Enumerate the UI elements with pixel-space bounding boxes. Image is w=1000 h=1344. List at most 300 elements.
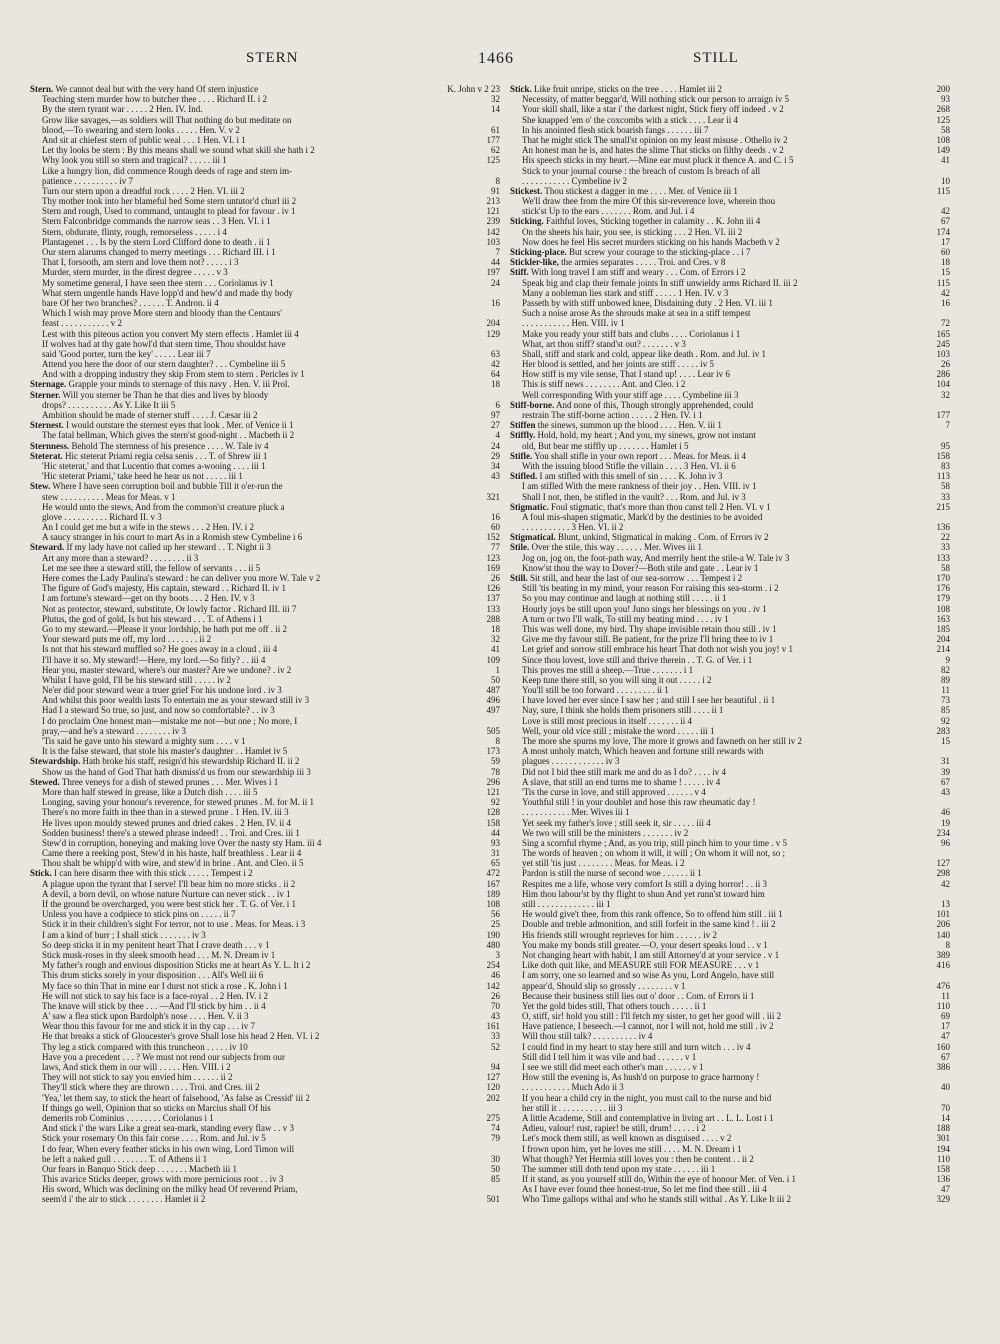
line-reference: 127 — [936, 858, 950, 869]
quotation: A little Academe, Still and contemplative in living art . . L. L. Lost i 1 — [522, 1112, 774, 1123]
concordance-line — [30, 430, 500, 440]
line-reference: 85 — [491, 1174, 500, 1185]
quotation: Well, your old vice still ; mistake the word . . . . . iii 1 — [522, 725, 715, 736]
concordance-line — [30, 583, 500, 593]
line-reference: 26 — [491, 573, 500, 583]
quotation: Hear you, master steward, where's our master? Are we undone? . iv 2 — [42, 664, 292, 675]
quotation: What though? Yet Hermia still loves you : then be content . . ii 2 — [522, 1153, 754, 1164]
quotation: stew . . . . . . . . . . Meas for Meas. v 1 — [42, 491, 176, 502]
concordance-line — [510, 400, 950, 410]
quotation-text — [42, 1031, 444, 1041]
line-reference: 386 — [936, 1062, 950, 1072]
concordance-line — [30, 1093, 500, 1103]
quotation: glove . . . . . . . . . . Richard II. v 3 — [42, 511, 162, 522]
concordance-line — [30, 349, 500, 359]
line-reference: 18 — [491, 379, 500, 390]
concordance-line — [510, 940, 950, 950]
concordance-line — [510, 1082, 950, 1092]
quotation-text — [42, 705, 444, 715]
line-reference: 142 — [486, 980, 500, 991]
concordance-line — [30, 288, 500, 298]
quotation-text — [522, 318, 894, 328]
concordance-line — [510, 379, 950, 389]
quotation: I see we still did meet each other's man . . . . . . v 1 — [522, 1062, 704, 1072]
quotation: Our fears in Banquo Stick deep . . . . . . . Macbeth iii 1 — [42, 1163, 237, 1174]
concordance-line — [30, 1113, 500, 1123]
quotation-text — [522, 889, 894, 899]
concordance-line — [510, 736, 950, 746]
quotation-text — [42, 1154, 444, 1164]
headword: Steward. — [30, 542, 65, 553]
line-reference: 60 — [491, 522, 500, 533]
quotation: Shall, stiff and stark and cold, appear like death . Rom. and Jul. iv 1 — [522, 348, 767, 359]
quotation-text — [30, 441, 444, 451]
concordance-line — [30, 176, 500, 186]
quotation: Here comes the Lady Paulina's steward : he can deliver you more W. Tale v 2 — [42, 573, 321, 583]
line-reference: K. John v 2 23 — [447, 84, 500, 94]
line-reference: 200 — [936, 84, 950, 94]
quotation: the sinews, summon up the blood . . . . Hen. V. iii 1 — [537, 420, 722, 431]
quotation: Stern, obdurate, flinty, rough, remorseless . . . . . i 4 — [42, 226, 227, 237]
quotation-text — [522, 390, 894, 400]
quotation-text — [510, 451, 894, 461]
concordance-line — [30, 787, 500, 797]
line-reference: 188 — [936, 1123, 950, 1134]
quotation: I have loved her ever since I saw her ; and still I see her beautiful . ii 1 — [522, 695, 776, 706]
quotation: If the ground be overcharged, you were best stick her . T. G. of Ver. i 1 — [42, 899, 297, 909]
quotation-text — [522, 1194, 894, 1204]
line-reference: 142 — [486, 226, 500, 237]
concordance-line — [30, 970, 500, 980]
quotation-text — [42, 1123, 444, 1133]
line-reference: 104 — [936, 379, 950, 390]
line-reference: 158 — [486, 817, 500, 828]
quotation-text — [522, 308, 894, 318]
quotation-text — [522, 879, 894, 889]
concordance-line — [510, 1021, 950, 1031]
concordance-line — [30, 573, 500, 583]
quotation-text — [42, 726, 444, 736]
headword: Stew. — [30, 481, 51, 492]
concordance-line — [30, 624, 500, 634]
headword: Stern. — [30, 84, 54, 94]
header-left-keyword: STERN — [246, 50, 299, 66]
line-reference: 92 — [491, 797, 500, 808]
concordance-line — [30, 644, 500, 654]
line-reference: 32 — [941, 389, 950, 400]
concordance-line — [30, 919, 500, 929]
concordance-line — [510, 889, 950, 899]
quotation-text — [42, 665, 444, 675]
line-reference: 93 — [941, 94, 950, 105]
concordance-line — [510, 492, 950, 502]
concordance-line — [510, 532, 950, 542]
concordance-line — [30, 1062, 500, 1072]
quotation: If you hear a child cry in the night, you must call to the nurse and bid — [522, 1092, 772, 1103]
quotation-text — [522, 227, 894, 237]
concordance-line — [30, 420, 500, 430]
quotation-text — [42, 655, 444, 665]
line-reference: 137 — [486, 593, 500, 604]
quotation-text — [42, 675, 444, 685]
line-reference: 108 — [936, 134, 950, 145]
quotation: The fatal bellman, Which gives the stern'st good-night . . Macbeth ii 2 — [42, 430, 295, 441]
concordance-line — [30, 206, 500, 216]
quotation: I frown upon him, yet he loves me still . . . . M. N. Dream i 1 — [522, 1143, 742, 1154]
concordance-line — [510, 1093, 950, 1103]
quotation-text — [42, 104, 444, 114]
concordance-line — [510, 858, 950, 868]
quotation: My face so thin That in mine ear I durst not stick a rose . K. John i 1 — [42, 980, 288, 991]
concordance-line — [30, 665, 500, 675]
quotation-text — [42, 278, 444, 288]
quotation-text — [522, 919, 894, 929]
concordance-line — [510, 797, 950, 807]
quotation: Stick it in their children's sight For terror, not to use . Meas. for Meas. i 3 — [42, 919, 306, 930]
line-reference: 115 — [936, 277, 950, 288]
quotation: Stern Falconbridge commands the narrow seas . . 3 Hen. VI. i 1 — [42, 216, 271, 227]
concordance-line — [510, 481, 950, 491]
line-reference: 41 — [491, 644, 500, 655]
quotation-text — [522, 797, 894, 807]
quotation: Stew'd in corruption, honeying and making love Over the nasty sty Ham. iii 4 — [42, 837, 322, 848]
line-reference: 46 — [941, 807, 950, 818]
quotation: blood,—To swearing and stern looks . . . . . Hen. V. v 2 — [42, 124, 240, 135]
quotation-text — [42, 94, 444, 104]
quotation-text — [42, 818, 444, 828]
concordance-line — [30, 960, 500, 970]
quotation: He will not stick to say his face is a face-royal . . 2 Hen. IV. i 2 — [42, 990, 269, 1001]
quotation-text — [42, 349, 444, 359]
quotation-text — [42, 359, 444, 369]
quotation-text — [42, 196, 444, 206]
quotation: 'Tis said he gave unto his steward a mighty sum . . . . v 1 — [42, 736, 246, 746]
quotation: Yet the gold bides still, That others touch . . . . . ii 1 — [522, 1000, 707, 1011]
quotation: I am stifled With the mere rankness of their joy . . Hen. VIII. iv 1 — [522, 481, 757, 492]
quotation: And with a dropping industry they skip From stem to stern . Pericles iv 1 — [42, 369, 305, 380]
quotation: A plague upon the tyrant that I serve! I'll bear him no more sticks . ii 2 — [42, 878, 296, 889]
quotation: Keep tune there still, so you will sing it out . . . . . i 2 — [522, 674, 712, 685]
concordance-line — [30, 909, 500, 919]
quotation: I do fear, When every feather sticks in his own wing, Lord Timon will — [42, 1143, 295, 1154]
quotation: Know'st thou the way to Dover?—Both stile and gate . . Lear iv 1 — [522, 562, 759, 573]
concordance-line — [30, 848, 500, 858]
quotation: Youthful still ! in your doublet and hose this raw rheumatic day ! — [522, 797, 756, 808]
concordance-line — [510, 746, 950, 756]
quotation: . . . . . . . . . . . Much Ado ii 3 — [522, 1082, 624, 1093]
quotation-text — [522, 441, 894, 451]
concordance-line — [510, 318, 950, 328]
quotation: Murder, stern murder, in the direst degree . . . . . v 3 — [42, 267, 228, 278]
line-reference: 416 — [936, 960, 950, 971]
quotation-text — [522, 991, 894, 1001]
line-reference: 4 — [495, 430, 500, 441]
quotation: Did not I bid thee still mark me and do as I do? . . . . iv 4 — [522, 766, 726, 777]
quotation-text — [42, 1164, 444, 1174]
concordance-line — [30, 512, 500, 522]
quotation: Such a noise arose As the shrouds make at sea in a stiff tempest — [522, 308, 751, 319]
quotation: On the sheets his hair, you see, is sticking . . . 2 Hen. VI. iii 2 — [522, 226, 743, 237]
line-reference: 177 — [486, 134, 500, 145]
concordance-line — [30, 492, 500, 502]
quotation-text — [510, 267, 894, 277]
concordance-line — [30, 1164, 500, 1174]
concordance-line — [30, 634, 500, 644]
concordance-line — [510, 471, 950, 481]
quotation: Her blood is settled, and her joints are stiff . . . . . iv 5 — [522, 359, 715, 370]
line-reference: 74 — [491, 1123, 500, 1134]
quotation: Is not that his steward muffled so? He goes away in a cloud . iii 4 — [42, 644, 278, 655]
concordance-line — [30, 1123, 500, 1133]
quotation: A slave, that still an end turns me to shame ! . . . . . iv 4 — [522, 776, 721, 787]
quotation-text — [42, 1194, 444, 1204]
concordance-line — [30, 441, 500, 451]
quotation-text — [42, 919, 444, 929]
concordance-line — [510, 705, 950, 715]
quotation: Hold, hold, my heart ; And you, my sinews, grow not instant — [537, 430, 756, 441]
quotation: Respites me a life, whose very comfort Is still a dying horror! . . ii 3 — [522, 878, 767, 889]
line-reference: 33 — [941, 491, 950, 502]
line-reference: 61 — [491, 124, 500, 135]
quotation-text — [522, 909, 894, 919]
quotation: Like doth quit like, and MEASURE still FOR MEASURE . . . v 1 — [522, 960, 760, 971]
line-reference: 202 — [486, 1092, 500, 1103]
concordance-line — [510, 1103, 950, 1113]
concordance-line — [510, 359, 950, 369]
quotation-text — [42, 1042, 444, 1052]
quotation-text — [522, 960, 894, 970]
concordance-line — [510, 614, 950, 624]
headword: Stigmatic. — [510, 501, 549, 512]
quotation: A turn or two I'll walk, To still my beating mind . . . . iv 1 — [522, 613, 729, 624]
line-reference: 185 — [936, 623, 950, 634]
concordance-line — [510, 502, 950, 512]
concordance-line — [30, 1052, 500, 1062]
line-reference: 133 — [936, 552, 950, 563]
line-reference: 110 — [936, 1000, 950, 1011]
line-reference: 13 — [941, 899, 950, 909]
line-reference: 152 — [486, 532, 500, 543]
concordance-line — [30, 756, 500, 766]
quotation-text — [522, 1113, 894, 1123]
line-reference: 70 — [941, 1102, 950, 1113]
line-reference: 204 — [486, 318, 500, 329]
line-reference: 158 — [936, 1163, 950, 1174]
quotation: Longing, saving your honour's reverence, for stewed prunes . M. for M. ii 1 — [42, 797, 315, 808]
quotation-text — [42, 206, 444, 216]
line-reference: 136 — [936, 522, 950, 533]
line-reference: 89 — [941, 674, 950, 685]
quotation: 'Hic steterat,' and that Lucentio that comes a-wooing . . . . iii 1 — [42, 460, 266, 471]
quotation: Hourly joys be still upon you! Juno sings her blessings on you . iv 1 — [522, 603, 767, 614]
headword: Stickest. — [510, 185, 543, 196]
line-reference: 123 — [486, 552, 500, 563]
line-reference: 125 — [486, 155, 500, 166]
line-reference: 165 — [936, 328, 950, 339]
quotation: Three veneys for a dish of stewed prunes . . . Mer. Wives i 1 — [61, 776, 279, 787]
concordance-line — [30, 1031, 500, 1041]
concordance-line — [510, 451, 950, 461]
concordance-line — [30, 828, 500, 838]
headword: Stile. — [510, 542, 530, 553]
concordance-line — [510, 838, 950, 848]
quotation-text — [522, 369, 894, 379]
quotation: Shall I not, then, be stifled in the vault? . . . Rom. and Jul. iv 3 — [522, 491, 746, 502]
quotation: Stick to your journal course : the breach of custom Is breach of all — [522, 165, 761, 176]
quotation: This avarice Sticks deeper, grows with more pernicious root . . iv 3 — [42, 1174, 284, 1185]
concordance-line — [510, 288, 950, 298]
line-reference: 11 — [941, 990, 950, 1001]
line-reference: 125 — [936, 114, 950, 125]
quotation-text — [522, 522, 894, 532]
quotation-text — [42, 369, 444, 379]
quotation-text — [522, 410, 894, 420]
concordance-line — [510, 176, 950, 186]
quotation: Teaching stern murder how to butcher thee . . . . Richard II. i 2 — [42, 94, 268, 105]
line-reference: 163 — [936, 613, 950, 624]
quotation: I am fortune's steward—get on thy boots . . . 2 Hen. IV. v 3 — [42, 593, 255, 604]
quotation-text — [522, 868, 894, 878]
line-reference: 42 — [491, 359, 500, 370]
concordance-line — [30, 655, 500, 665]
quotation: The summer still doth tend upon my state . . . . . . iii 1 — [522, 1163, 716, 1174]
line-reference: 16 — [491, 297, 500, 308]
quotation-text — [42, 400, 444, 410]
line-reference: 24 — [491, 440, 500, 451]
quotation: be left a naked gull . . . . . . . . T. of Athens ii 1 — [42, 1153, 208, 1164]
quotation-text — [42, 1144, 444, 1154]
quotation-text — [510, 532, 894, 542]
line-reference: 58 — [941, 124, 950, 135]
concordance-line — [510, 1133, 950, 1143]
quotation: Since thou lovest, love still and thrive therein . . T. G. of Ver. i 1 — [522, 654, 753, 665]
concordance-line — [30, 858, 500, 868]
quotation-text — [30, 379, 444, 389]
line-reference: 10 — [941, 175, 950, 186]
line-reference: 301 — [936, 1133, 950, 1144]
line-reference: 18 — [941, 257, 950, 268]
line-reference: 129 — [486, 328, 500, 339]
quotation-text — [42, 634, 444, 644]
quotation-text — [522, 481, 894, 491]
line-reference: 77 — [491, 542, 500, 553]
line-reference: 69 — [941, 1011, 950, 1022]
quotation-text — [522, 1093, 894, 1103]
quotation-text — [42, 797, 444, 807]
quotation: She knapped 'em o' the coxcombs with a stick . . . . Lear ii 4 — [522, 114, 738, 125]
line-reference: 505 — [486, 725, 500, 736]
quotation: appear'd, Should slip so grossly . . . . . . . . v 1 — [522, 980, 686, 991]
line-reference: 298 — [936, 868, 950, 879]
concordance-line — [30, 767, 500, 777]
line-reference: 19 — [941, 817, 950, 828]
quotation: Faithful loves, Sticking together in calamity . . K. John iii 4 — [546, 216, 761, 227]
quotation: restrain The stiff-borne action . . . . . 2 Hen. IV. i 1 — [522, 410, 703, 420]
concordance-line — [510, 665, 950, 675]
concordance-line — [510, 807, 950, 817]
line-reference: 29 — [491, 450, 500, 461]
quotation: Many a nobleman lies stark and stiff . . . . . 1 Hen. IV. v 3 — [522, 287, 729, 298]
quotation-text — [42, 532, 444, 542]
line-reference: 14 — [491, 104, 500, 115]
headword: Sticking-place. — [510, 247, 567, 257]
line-reference: 8 — [495, 175, 500, 186]
quotation-text — [522, 278, 894, 288]
quotation-text — [42, 115, 444, 125]
quotation-text — [522, 237, 894, 247]
quotation-text — [510, 420, 894, 430]
concordance-line — [30, 726, 500, 736]
concordance-line — [30, 675, 500, 685]
quotation-text — [510, 502, 894, 512]
quotation: This is stiff news . . . . . . . . Ant. and Cleo. i 2 — [522, 379, 686, 390]
concordance-line — [510, 553, 950, 563]
line-reference: 275 — [486, 1112, 500, 1123]
quotation: And sit at chiefest stern of public weal . . . 1 Hen. VI. i 1 — [42, 134, 246, 145]
quotation-text — [42, 930, 444, 940]
quotation-text — [522, 104, 894, 114]
concordance-line — [30, 614, 500, 624]
quotation: Thy mother took into her blameful bed Some stern untutor'd churl iii 2 — [42, 196, 297, 207]
headword: Stewardship. — [30, 756, 81, 767]
quotation-text — [42, 940, 444, 950]
quotation-text — [30, 756, 444, 766]
quotation: Thou shalt be whipp'd with wire, and stew'd in brine . Ant. and Cleo. ii 5 — [42, 858, 304, 869]
quotation-text — [30, 868, 444, 878]
concordance-line — [30, 339, 500, 349]
quotation-text — [522, 329, 894, 339]
quotation: Hic steterat Priami regia celsa senis . . . T. of Shrew iii 1 — [64, 450, 268, 461]
quotation: Stick your rosemary On this fair corse . . . . Rom. and Jul. iv 5 — [42, 1133, 266, 1144]
headword: Stifled. — [510, 471, 538, 482]
concordance-line — [30, 216, 500, 226]
line-reference: 15 — [941, 267, 950, 278]
headword: Stiff. — [510, 267, 529, 278]
quotation: Whilst I have gold, I'll be his steward still . . . . . iv 2 — [42, 674, 231, 685]
quotation-text — [42, 889, 444, 899]
quotation-text — [42, 716, 444, 726]
quotation-text — [42, 583, 444, 593]
concordance-line — [510, 583, 950, 593]
line-reference: 25 — [491, 919, 500, 930]
concordance-line — [30, 705, 500, 715]
concordance-line — [510, 756, 950, 766]
quotation: Grow like savages,—as soldiers will That nothing do but meditate on — [42, 114, 292, 125]
line-reference: 121 — [486, 786, 500, 797]
line-reference: 197 — [486, 267, 500, 278]
quotation-text — [42, 553, 444, 563]
headword: Stiffly. — [510, 430, 536, 441]
line-reference: 58 — [941, 481, 950, 492]
quotation-text — [42, 1021, 444, 1031]
concordance-line — [510, 879, 950, 889]
concordance-line — [510, 593, 950, 603]
quotation-text — [42, 614, 444, 624]
concordance-line — [510, 1072, 950, 1082]
line-reference: 158 — [936, 450, 950, 461]
quotation-text — [42, 288, 444, 298]
concordance-line — [510, 420, 950, 430]
quotation-text — [42, 573, 444, 583]
quotation-text — [522, 1103, 894, 1113]
quotation: Ambition should be made of sterner stuff . . . . J. Cæsar iii 2 — [42, 410, 258, 420]
quotation-text — [522, 828, 894, 838]
quotation-text — [522, 1164, 894, 1174]
line-reference: 18 — [491, 623, 500, 634]
quotation-text — [522, 512, 894, 522]
page-number: 1466 — [478, 50, 514, 67]
concordance-line — [30, 991, 500, 1001]
